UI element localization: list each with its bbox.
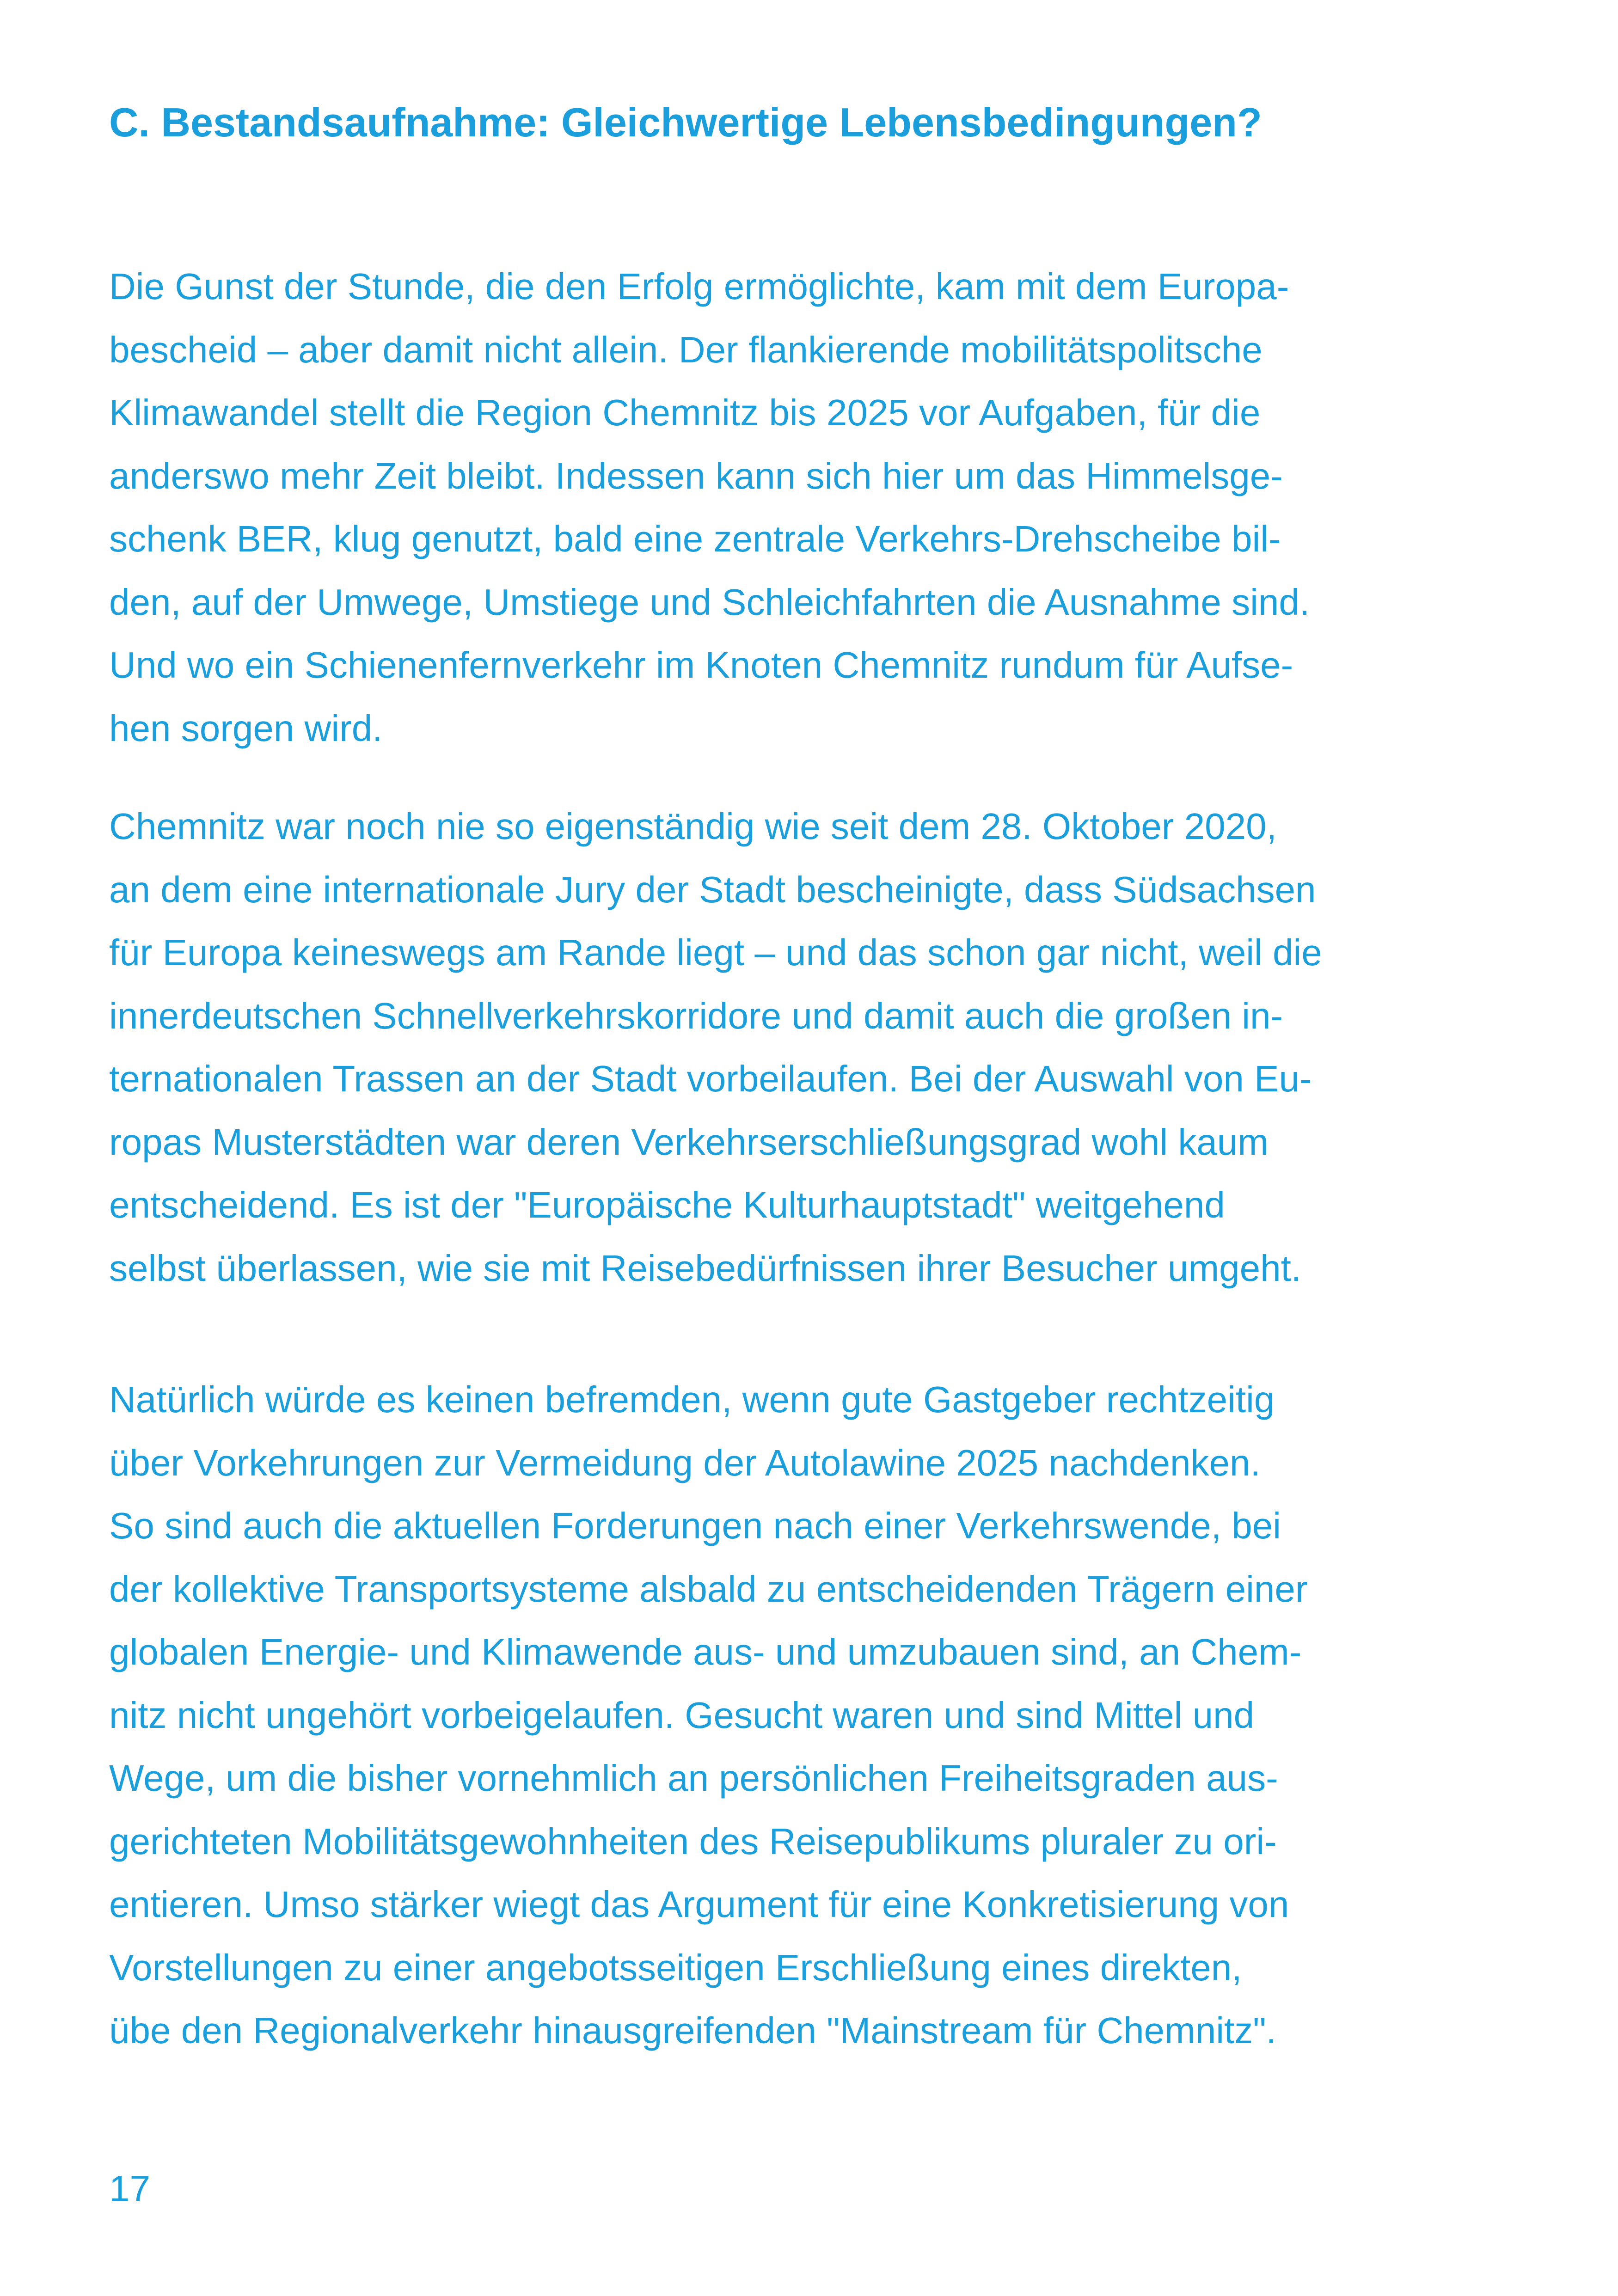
text-line: der kollektive Transportsysteme alsbald zu entscheidenden Trägern einer — [109, 1568, 1308, 1610]
text-line: schenk BER, klug genutzt, bald eine zentrale Verkehrs-Drehscheibe bil- — [109, 518, 1281, 559]
text-line: für Europa keineswegs am Rande liegt – und das schon gar nicht, weil die — [109, 932, 1322, 973]
paragraph-1 — [109, 255, 1310, 760]
text-line: globalen Energie- und Klimawende aus- und umzubauen sind, an Chem- — [109, 1631, 1302, 1672]
text-line: Chemnitz war noch nie so eigenständig wie seit dem 28. Oktober 2020, — [109, 806, 1277, 847]
text-line: Natürlich würde es keinen befremden, wenn gute Gastgeber rechtzeitig — [109, 1379, 1275, 1420]
text-line: übe den Regionalverkehr hinausgreifenden "Mainstream für Chemnitz". — [109, 2010, 1276, 2051]
text-line: bescheid – aber damit nicht allein. Der flankierende mobilitätspolitsche — [109, 329, 1263, 370]
text-line: Die Gunst der Stunde, die den Erfolg ermöglichte, kam mit dem Europa- — [109, 266, 1289, 307]
text-line: gerichteten Mobilitätsgewohnheiten des Reisepublikums pluraler zu ori- — [109, 1820, 1277, 1862]
text-line: anderswo mehr Zeit bleibt. Indessen kann sich hier um das Himmelsge- — [109, 455, 1283, 496]
text-line: entscheidend. Es ist der "Europäische Kulturhauptstadt" weitgehend — [109, 1184, 1225, 1225]
text-line: ropas Musterstädten war deren Verkehrserschließungsgrad wohl kaum — [109, 1121, 1269, 1163]
document-page — [109, 0, 1510, 2296]
text-line: den, auf der Umwege, Umstiege und Schleichfahrten die Ausnahme sind. — [109, 581, 1310, 623]
text-line: Wege, um die bisher vornehmlich an persönlichen Freiheitsgraden aus- — [109, 1757, 1278, 1799]
paragraph-2 — [109, 795, 1322, 1300]
page-number: 17 — [109, 2168, 150, 2209]
text-line: nitz nicht ungehört vorbeigelaufen. Gesucht waren und sind Mittel und — [109, 1694, 1255, 1736]
text-line: selbst überlassen, wie sie mit Reisebedürfnissen ihrer Besucher umgeht. — [109, 1247, 1302, 1289]
text-line: ternationalen Trassen an der Stadt vorbeilaufen. Bei der Auswahl von Eu- — [109, 1058, 1312, 1099]
text-line: Und wo ein Schienenfernverkehr im Knoten Chemnitz rundum für Aufse- — [109, 644, 1293, 686]
paragraph-3 — [109, 1368, 1308, 2063]
text-line: innerdeutschen Schnellverkehrskorridore und damit auch die großen in- — [109, 995, 1283, 1036]
text-line: hen sorgen wird. — [109, 707, 383, 749]
text-line: Vorstellungen zu einer angebotsseitigen Erschließung eines direkten, — [109, 1947, 1242, 1988]
text-line: an dem eine internationale Jury der Stadt bescheinigte, dass Südsachsen — [109, 869, 1316, 910]
text-line: entieren. Umso stärker wiegt das Argument für eine Konkretisierung von — [109, 1884, 1289, 1925]
text-line: über Vorkehrungen zur Vermeidung der Autolawine 2025 nachdenken. — [109, 1442, 1261, 1483]
page-heading: C. Bestandsaufnahme: Gleichwertige Lebensbedingungen? — [109, 99, 1262, 145]
text-line: Klimawandel stellt die Region Chemnitz bis 2025 vor Aufgaben, für die — [109, 392, 1261, 433]
text-line: So sind auch die aktuellen Forderungen nach einer Verkehrswende, bei — [109, 1505, 1281, 1546]
